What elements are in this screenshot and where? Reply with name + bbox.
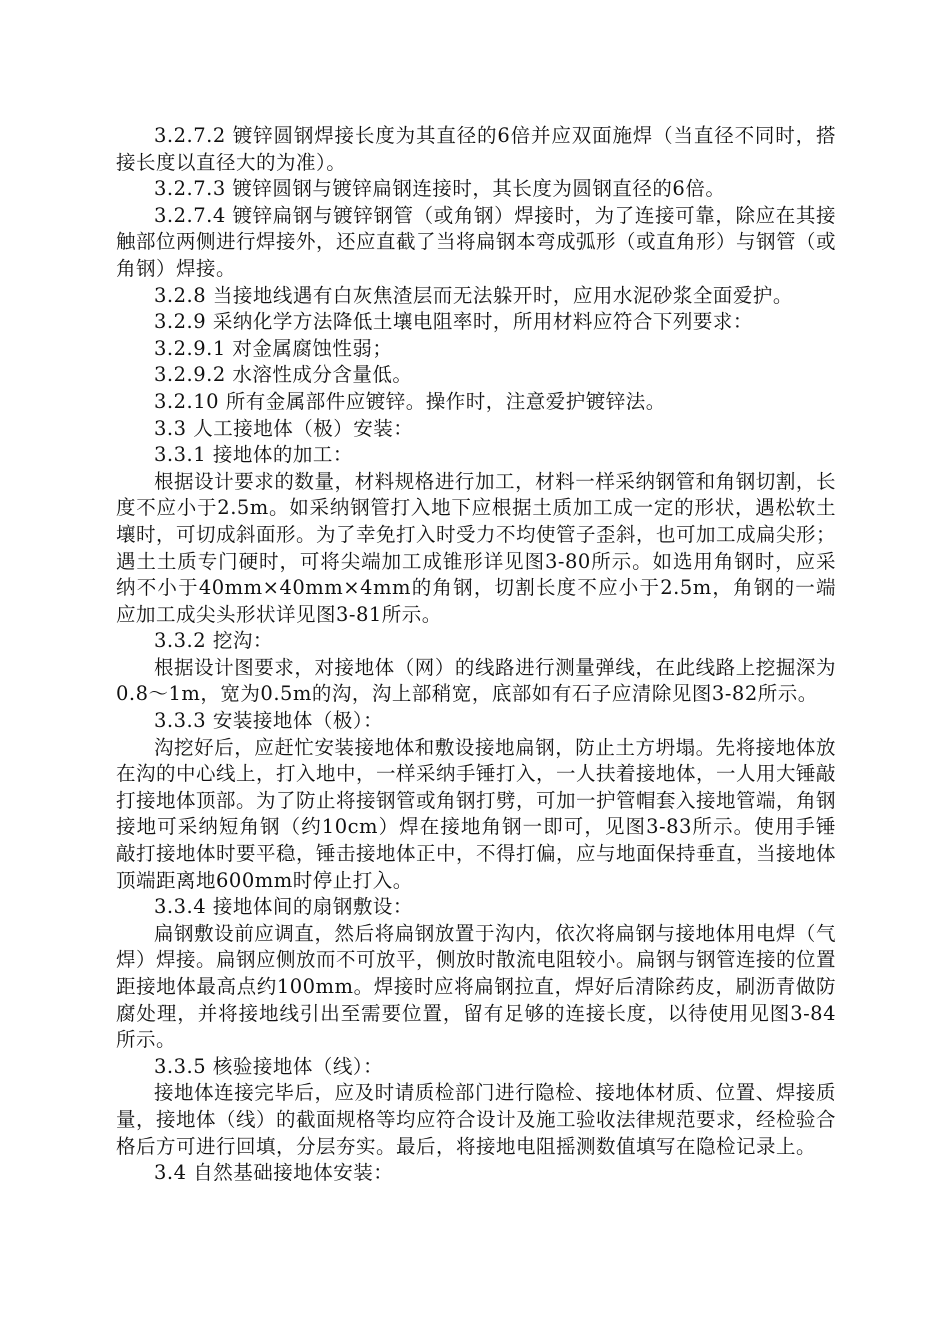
subsection-heading: 3.3.4 接地体间的扇钢敷设： (154, 895, 413, 919)
paragraph: 根据设计要求的数量，材料规格进行加工，材料一样采纳钢管和角钢切割，长度不应小于2.5m。如采纳钢管打入地下应根据土质加工成一定的形状，遇松软土壤时，可切成斜面形。为了幸免打入时受力不均使管子歪斜，也可加工成扁尖形；遇土土质专门硬时，可将尖端加工成锥形详见图3-80所示。如选用角钢时，应采纳不小于40mm×40mm×4mm的角钢，切割长度不应小于2.5m，角钢的一端应加工成尖头形状详见图3-81所示。 (116, 469, 837, 626)
document-body (116, 123, 836, 1187)
paragraph: 3.2.7.4 镀锌扁钢与镀锌钢管（或角钢）焊接时，为了连接可靠，除应在其接触部位两侧进行焊接外，还应直截了当将扁钢本弯成弧形（或直角形）与钢管（或角钢）焊接。 (116, 203, 837, 280)
subsection-heading: 3.3.2 挖沟： (154, 629, 273, 653)
section-heading: 3.4 自然基础接地体安装： (154, 1161, 394, 1185)
subsection-heading: 3.3.3 安装接地体（极）： (154, 709, 384, 733)
paragraph: 3.2.9 采纳化学方法降低土壤电阻率时，所用材料应符合下列要求： (154, 310, 753, 334)
subsection-heading: 3.3.1 接地体的加工： (154, 443, 353, 467)
paragraph: 3.2.7.2 镀锌圆钢焊接长度为其直径的6倍并应双面施焊（当直径不同时，搭接长度以直径大的为准）。 (116, 124, 836, 174)
section-heading: 3.3 人工接地体（极）安装： (154, 416, 414, 440)
paragraph: 扁钢敷设前应调直，然后将扁钢放置于沟内，依次将扁钢与接地体用电焊（气焊）焊接。扁钢应侧放而不可放平，侧放时散流电阻较小。扁钢与钢管连接的位置距接地体最高点约100mm。焊接时应将扁钢拉直，焊好后清除药皮，刷沥青做防腐处理，并将接地线引出至需要位置，留有足够的连接长度，以待使用见图3-84所示。 (116, 921, 837, 1052)
paragraph: 3.2.7.3 镀锌圆钢与镀锌扁钢连接时，其长度为圆钢直径的6倍。 (154, 177, 726, 201)
subsection-heading: 3.3.5 核验接地体（线）： (154, 1054, 384, 1078)
paragraph: 接地体连接完毕后，应及时请质检部门进行隐检、接地体材质、位置、焊接质量，接地体（线）的截面规格等均应符合设计及施工验收法律规范要求，经检验合格后方可进行回填，分层夯实。最后，将接地电阻摇测数值填写在隐检记录上。 (116, 1081, 837, 1158)
paragraph: 根据设计图要求，对接地体（网）的线路进行测量弹线，在此线路上挖掘深为0.8～1m，宽为0.5m的沟，沟上部稍宽，底部如有石子应清除见图3-82所示。 (116, 655, 836, 706)
paragraph: 沟挖好后，应赶忙安装接地体和敷设接地扁钢，防止土方坍塌。先将接地体放在沟的中心线上，打入地中，一样采纳手锤打入，一人扶着接地体，一人用大锤敲打接地体顶部。为了防止将接钢管或角钢打劈，可加一护管帽套入接地管端，角钢接地可采纳短角钢（约10cm）焊在接地角钢一即可，见图3-83所示。使用手锤敲打接地体时要平稳，锤击接地体正中，不得打偏，应与地面保持垂直，当接地体顶端距离地600mm时停止打入。 (116, 735, 837, 892)
paragraph: 3.2.8 当接地线遇有白灰焦渣层而无法躲开时，应用水泥砂浆全面爱护。 (154, 283, 793, 307)
paragraph: 3.2.9.2 水溶性成分含量低。 (154, 363, 413, 387)
paragraph: 3.2.10 所有金属部件应镀锌。操作时，注意爱护镀锌法。 (154, 389, 666, 413)
paragraph: 3.2.9.1 对金属腐蚀性弱； (154, 336, 393, 360)
